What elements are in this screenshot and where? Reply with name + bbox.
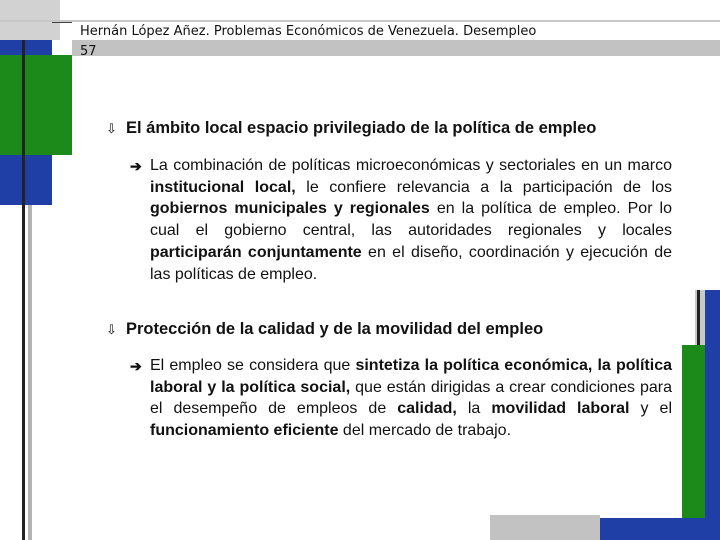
text-run: El empleo se considera que <box>150 357 356 374</box>
text-run-bold: movilidad laboral <box>491 400 630 418</box>
arrow-right-icon: ➔ <box>130 158 142 174</box>
decor-left-dark-line <box>22 40 25 540</box>
section-paragraph-2 <box>130 355 672 442</box>
decor-bottom-right-blue-block <box>705 290 720 540</box>
section-heading-2 <box>106 320 543 339</box>
decor-bottom-right-blue-base <box>600 518 720 540</box>
arrow-down-outline-icon: ⇩ <box>106 322 117 337</box>
text-run: La combinación de políticas microeconómicas y sectoriales en un marco <box>150 157 672 174</box>
slide-header <box>80 22 536 62</box>
header-title: Hernán López Añez. Problemas Económicos de Venezuela. Desempleo <box>80 24 537 39</box>
text-run-bold: participarán conjuntamente <box>150 243 362 261</box>
section-heading-text: Protección de la calidad y de la movilidad del empleo <box>126 320 544 338</box>
text-run-bold: sintetiza la política económica, la política laboral y la política social, <box>150 357 672 396</box>
paragraph-text <box>130 155 672 285</box>
text-run-bold: calidad, <box>397 400 457 418</box>
header-page-number: 57 <box>80 44 97 59</box>
text-run: la <box>456 400 492 418</box>
text-run-bold: institucional local, <box>150 178 296 196</box>
paragraph-text <box>130 355 672 442</box>
section-paragraph-1 <box>130 155 672 285</box>
section-heading-1 <box>106 119 596 138</box>
text-run-bold: gobiernos municipales y regionales <box>150 200 430 218</box>
decor-bottom-right-gray-base <box>490 515 600 540</box>
decor-top-left-dark-line <box>52 22 72 23</box>
text-run: del mercado de trabajo. <box>338 422 512 440</box>
decor-left-gray-line <box>28 205 32 540</box>
text-run: en el diseño, coordinación y ejecución de las políticas de empleo. <box>150 243 672 283</box>
decor-top-left-green-block <box>0 55 72 155</box>
arrow-down-outline-icon: ⇩ <box>106 121 117 136</box>
text-run: le confiere relevancia a la participación de los <box>295 178 672 196</box>
text-run-bold: funcionamiento eficiente <box>150 422 339 440</box>
arrow-right-icon: ➔ <box>130 358 142 374</box>
text-run: que están dirigidas a crear condiciones para el desempeño de empleos de <box>150 378 672 418</box>
section-heading-text: El ámbito local espacio privilegiado de la política de empleo <box>126 119 597 137</box>
text-run: en la política de empleo. Por lo cual el gobierno central, las autoridades regionales y locales <box>150 200 672 240</box>
text-run: y el <box>629 400 672 418</box>
